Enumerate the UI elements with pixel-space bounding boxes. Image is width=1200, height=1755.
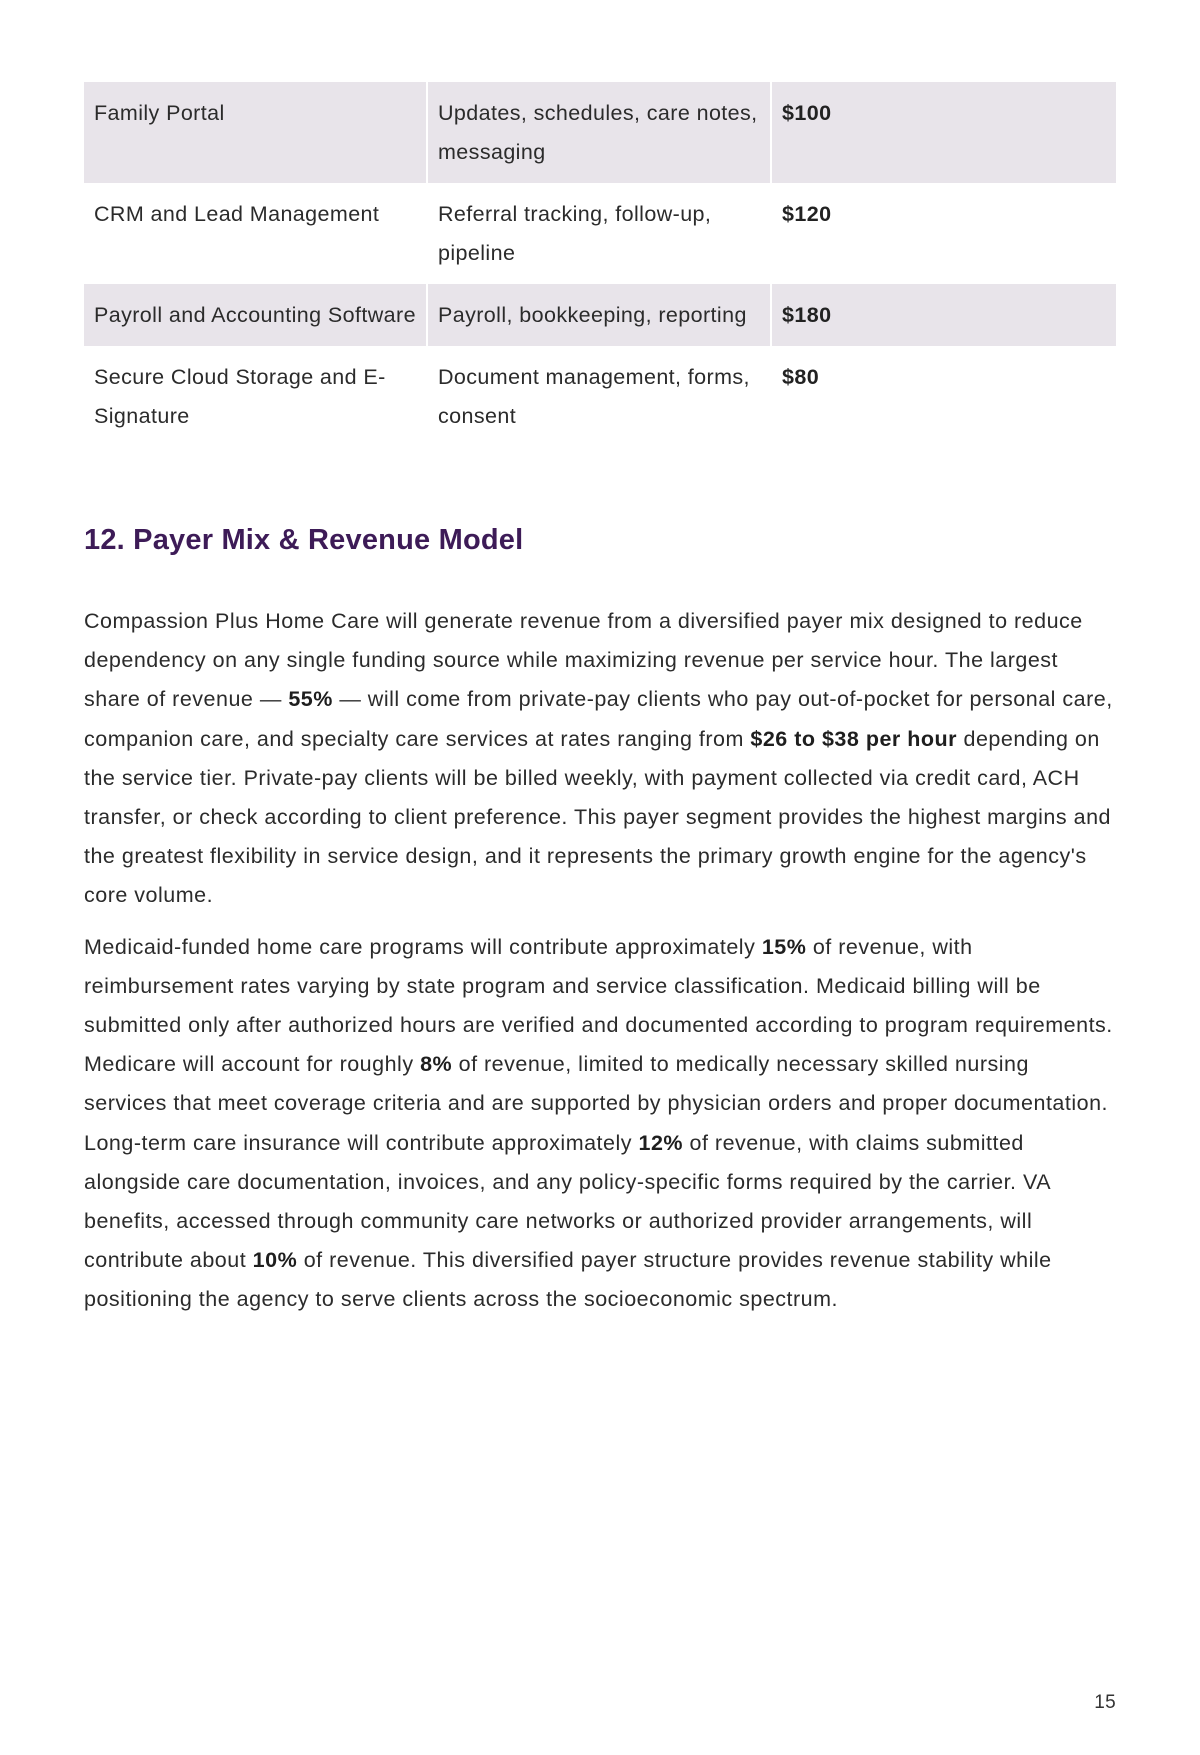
tool-purpose-cell: Payroll, bookkeeping, reporting bbox=[427, 284, 771, 346]
tool-name-cell: Secure Cloud Storage and E-Signature bbox=[84, 346, 427, 447]
emphasis-private-pay-share: 55% bbox=[288, 687, 333, 712]
emphasis-medicare-share: 8% bbox=[420, 1052, 453, 1077]
emphasis-ltc-insurance-share: 12% bbox=[638, 1130, 684, 1155]
tool-name-cell: Family Portal bbox=[84, 82, 427, 183]
tool-name-cell: CRM and Lead Management bbox=[84, 183, 427, 284]
tool-purpose-cell: Updates, schedules, care notes, messaging bbox=[427, 82, 771, 183]
text-run: depending on the service tier. Private-pay clients will be billed weekly, with payment collected via credit card, ACH transfer, or check according to client preference. This payer segment provides the highest margins and the greatest flexibility in service design, and it represents the primary growth engine for the agency's core volume. bbox=[84, 726, 1111, 908]
text-run: of revenue, limited to medically necessary skilled nursing services that meet coverage criteria and are supported by physician orders and proper documentation. Long-term care insurance will contribute approximately bbox=[84, 1052, 1109, 1155]
text-run: of revenue, with claims submitted alongside care documentation, invoices, and any policy-specific forms required by the carrier. VA benefits, accessed through community care networks or authorized provider arrangements, will contribute about bbox=[84, 1130, 1050, 1273]
tool-cost-cell: $120 bbox=[782, 202, 832, 226]
table-row bbox=[84, 284, 1116, 346]
tool-purpose-cell: Document management, forms, consent bbox=[427, 346, 771, 447]
text-run: of revenue. This diversified payer structure provides revenue stability while positioning the agency to serve clients across the socioeconomic spectrum. bbox=[84, 1248, 1052, 1312]
section-body bbox=[84, 602, 1116, 1332]
tool-cost-cell: $100 bbox=[771, 82, 1116, 183]
document-page bbox=[84, 82, 1116, 1312]
text-run: Compassion Plus Home Care will generate revenue from a diversified payer mix designed to reduce dependency on any single funding source while maximizing revenue per service hour. The largest share of revenue — bbox=[84, 609, 1083, 712]
paragraph-payer-sources bbox=[84, 928, 1116, 1320]
tool-cost-cell: $180 bbox=[771, 284, 1116, 346]
paragraph-private-pay bbox=[84, 602, 1116, 916]
text-run: Medicaid-funded home care programs will contribute approximately bbox=[84, 934, 762, 959]
table-row bbox=[84, 82, 1116, 183]
emphasis-hourly-rates: $26 to $38 per hour bbox=[750, 726, 958, 751]
table-row bbox=[84, 346, 1116, 447]
table-row bbox=[84, 183, 1116, 284]
page-number: 15 bbox=[1094, 1692, 1116, 1713]
tool-name-cell: Payroll and Accounting Software bbox=[84, 284, 427, 346]
emphasis-va-share: 10% bbox=[252, 1248, 298, 1273]
tool-purpose-cell: Referral tracking, follow-up, pipeline bbox=[427, 183, 771, 284]
tool-cost-cell: $80 bbox=[782, 365, 820, 389]
emphasis-medicaid-share: 15% bbox=[761, 934, 807, 959]
technology-cost-table bbox=[84, 82, 1116, 447]
text-run: — will come from private-pay clients who pay out-of-pocket for personal care, companion care, and specialty care services at rates ranging from bbox=[84, 687, 1113, 751]
text-run: of revenue, with reimbursement rates varying by state program and service classification. Medicaid billing will be submitted only after authorized hours are verified and documented according to program requirements. Medicare will account for roughly bbox=[84, 934, 1113, 1077]
section-heading: 12. Payer Mix & Revenue Model bbox=[84, 524, 524, 556]
